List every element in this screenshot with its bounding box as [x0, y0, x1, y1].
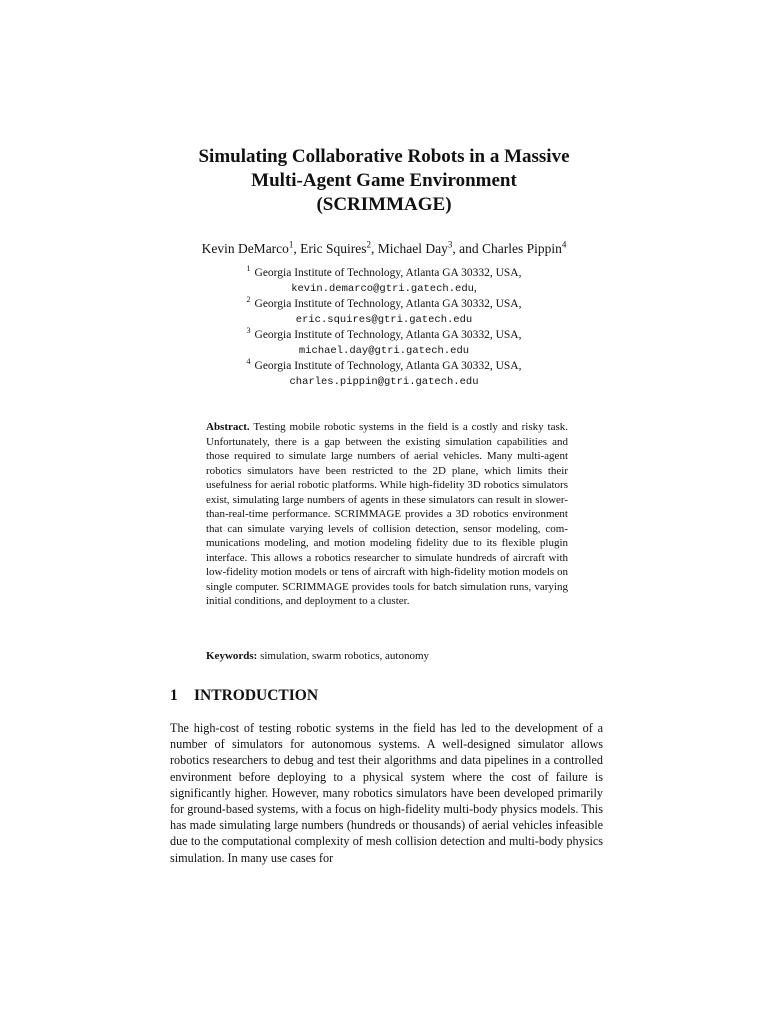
author-mark: 3: [447, 239, 453, 250]
title-line-3: (SCRIMMAGE): [316, 194, 452, 215]
affiliation-email: michael.day@gtri.gatech.edu: [298, 345, 470, 357]
section-title: INTRODUCTION: [194, 687, 319, 704]
keywords: [206, 649, 568, 664]
author-name: Michael Day: [377, 241, 448, 256]
affiliation-email-suffix: ,: [473, 282, 477, 294]
title-line-2: Multi-Agent Game Environment: [251, 170, 517, 191]
affiliation-institution: Georgia Institute of Technology, Atlanta GA 30332, USA,: [254, 267, 522, 279]
author-name: Kevin DeMarco: [201, 241, 289, 256]
author-mark: 1: [288, 239, 294, 250]
author-mark: 2: [366, 239, 372, 250]
introduction-paragraph: The high-cost of testing robotic systems in the field has led to the development of a number of simulators for autonomous systems. A well-designed simulator allows robotics researchers to debug and test their algorithms and data pipelines in a controlled environment before deploying to a physical system where the cost of failure is significantly higher. However, many robotics simulators have been developed primarily for ground-based systems, with a focus on high-fidelity multi-body physics models. This has made simulating large numbers (hundreds or thousands) of aerial vehicles infeasible due to the computational complexity of mesh collision detection and multi-body physics simulation. In many use cases for: [170, 721, 603, 865]
abstract: [206, 420, 568, 609]
author-name: Charles Pippin: [482, 241, 562, 256]
title-line-1: Simulating Collaborative Robots in a Massive: [198, 146, 570, 167]
affiliation-email: kevin.demarco@gtri.gatech.edu: [291, 283, 474, 295]
affiliation-list: [120, 266, 648, 390]
affiliation: [120, 297, 648, 328]
author-list: [120, 240, 648, 258]
paper-title: [120, 145, 648, 217]
keywords-text: simulation, swarm robotics, autonomy: [260, 650, 430, 662]
affiliation: [120, 266, 648, 297]
author-mark: 4: [561, 239, 567, 250]
author-separator: ,: [371, 241, 378, 256]
affiliation-email: eric.squires@gtri.gatech.edu: [295, 314, 473, 326]
abstract-text: Testing mobile robotic systems in the field is a costly and risky task. Unfortunately, there is a gap between the existing simulation capabilities and those required to simulate large numbers of aerial vehicles. Many multi-agent robotics simulators have been restricted to the 2D plane, which limits their usefulness for aerial robotic platforms. While high-fidelity 3D robotics simulators exist, simulating large numbers of agents in these simulators can result in slower-than-real-time performance. SCRIMMAGE provides a 3D robotics environment that can simulate varying levels of collision detection, sensor modeling, communications modeling, and motion modeling fidelity due to its flexible plugin interface. This allows a robotics researcher to simulate hundreds of aircraft with low-fidelity motion models or tens of aircraft with high-fidelity motion models on single computer. SCRIMMAGE provides tools for batch simulation runs, varying initial conditions, and deployment to a cluster.: [206, 421, 568, 607]
affiliation-email: charles.pippin@gtri.gatech.edu: [289, 376, 479, 388]
affiliation-mark: 4: [246, 357, 251, 367]
author-name: Eric Squires: [300, 241, 367, 256]
author-separator: ,: [293, 241, 301, 256]
affiliation: [120, 328, 648, 359]
affiliation-mark: 1: [246, 264, 251, 274]
affiliation-institution: Georgia Institute of Technology, Atlanta GA 30332, USA,: [254, 360, 522, 372]
affiliation-mark: 3: [246, 326, 251, 336]
keywords-label: Keywords:: [206, 650, 258, 662]
affiliation-institution: Georgia Institute of Technology, Atlanta GA 30332, USA,: [254, 298, 522, 310]
affiliation-institution: Georgia Institute of Technology, Atlanta GA 30332, USA,: [254, 329, 522, 341]
abstract-label: Abstract.: [206, 421, 250, 433]
section-number: 1: [170, 687, 178, 704]
section-heading: [170, 687, 318, 705]
affiliation: [120, 359, 648, 390]
affiliation-mark: 2: [246, 295, 251, 305]
author-separator: , and: [452, 241, 483, 256]
